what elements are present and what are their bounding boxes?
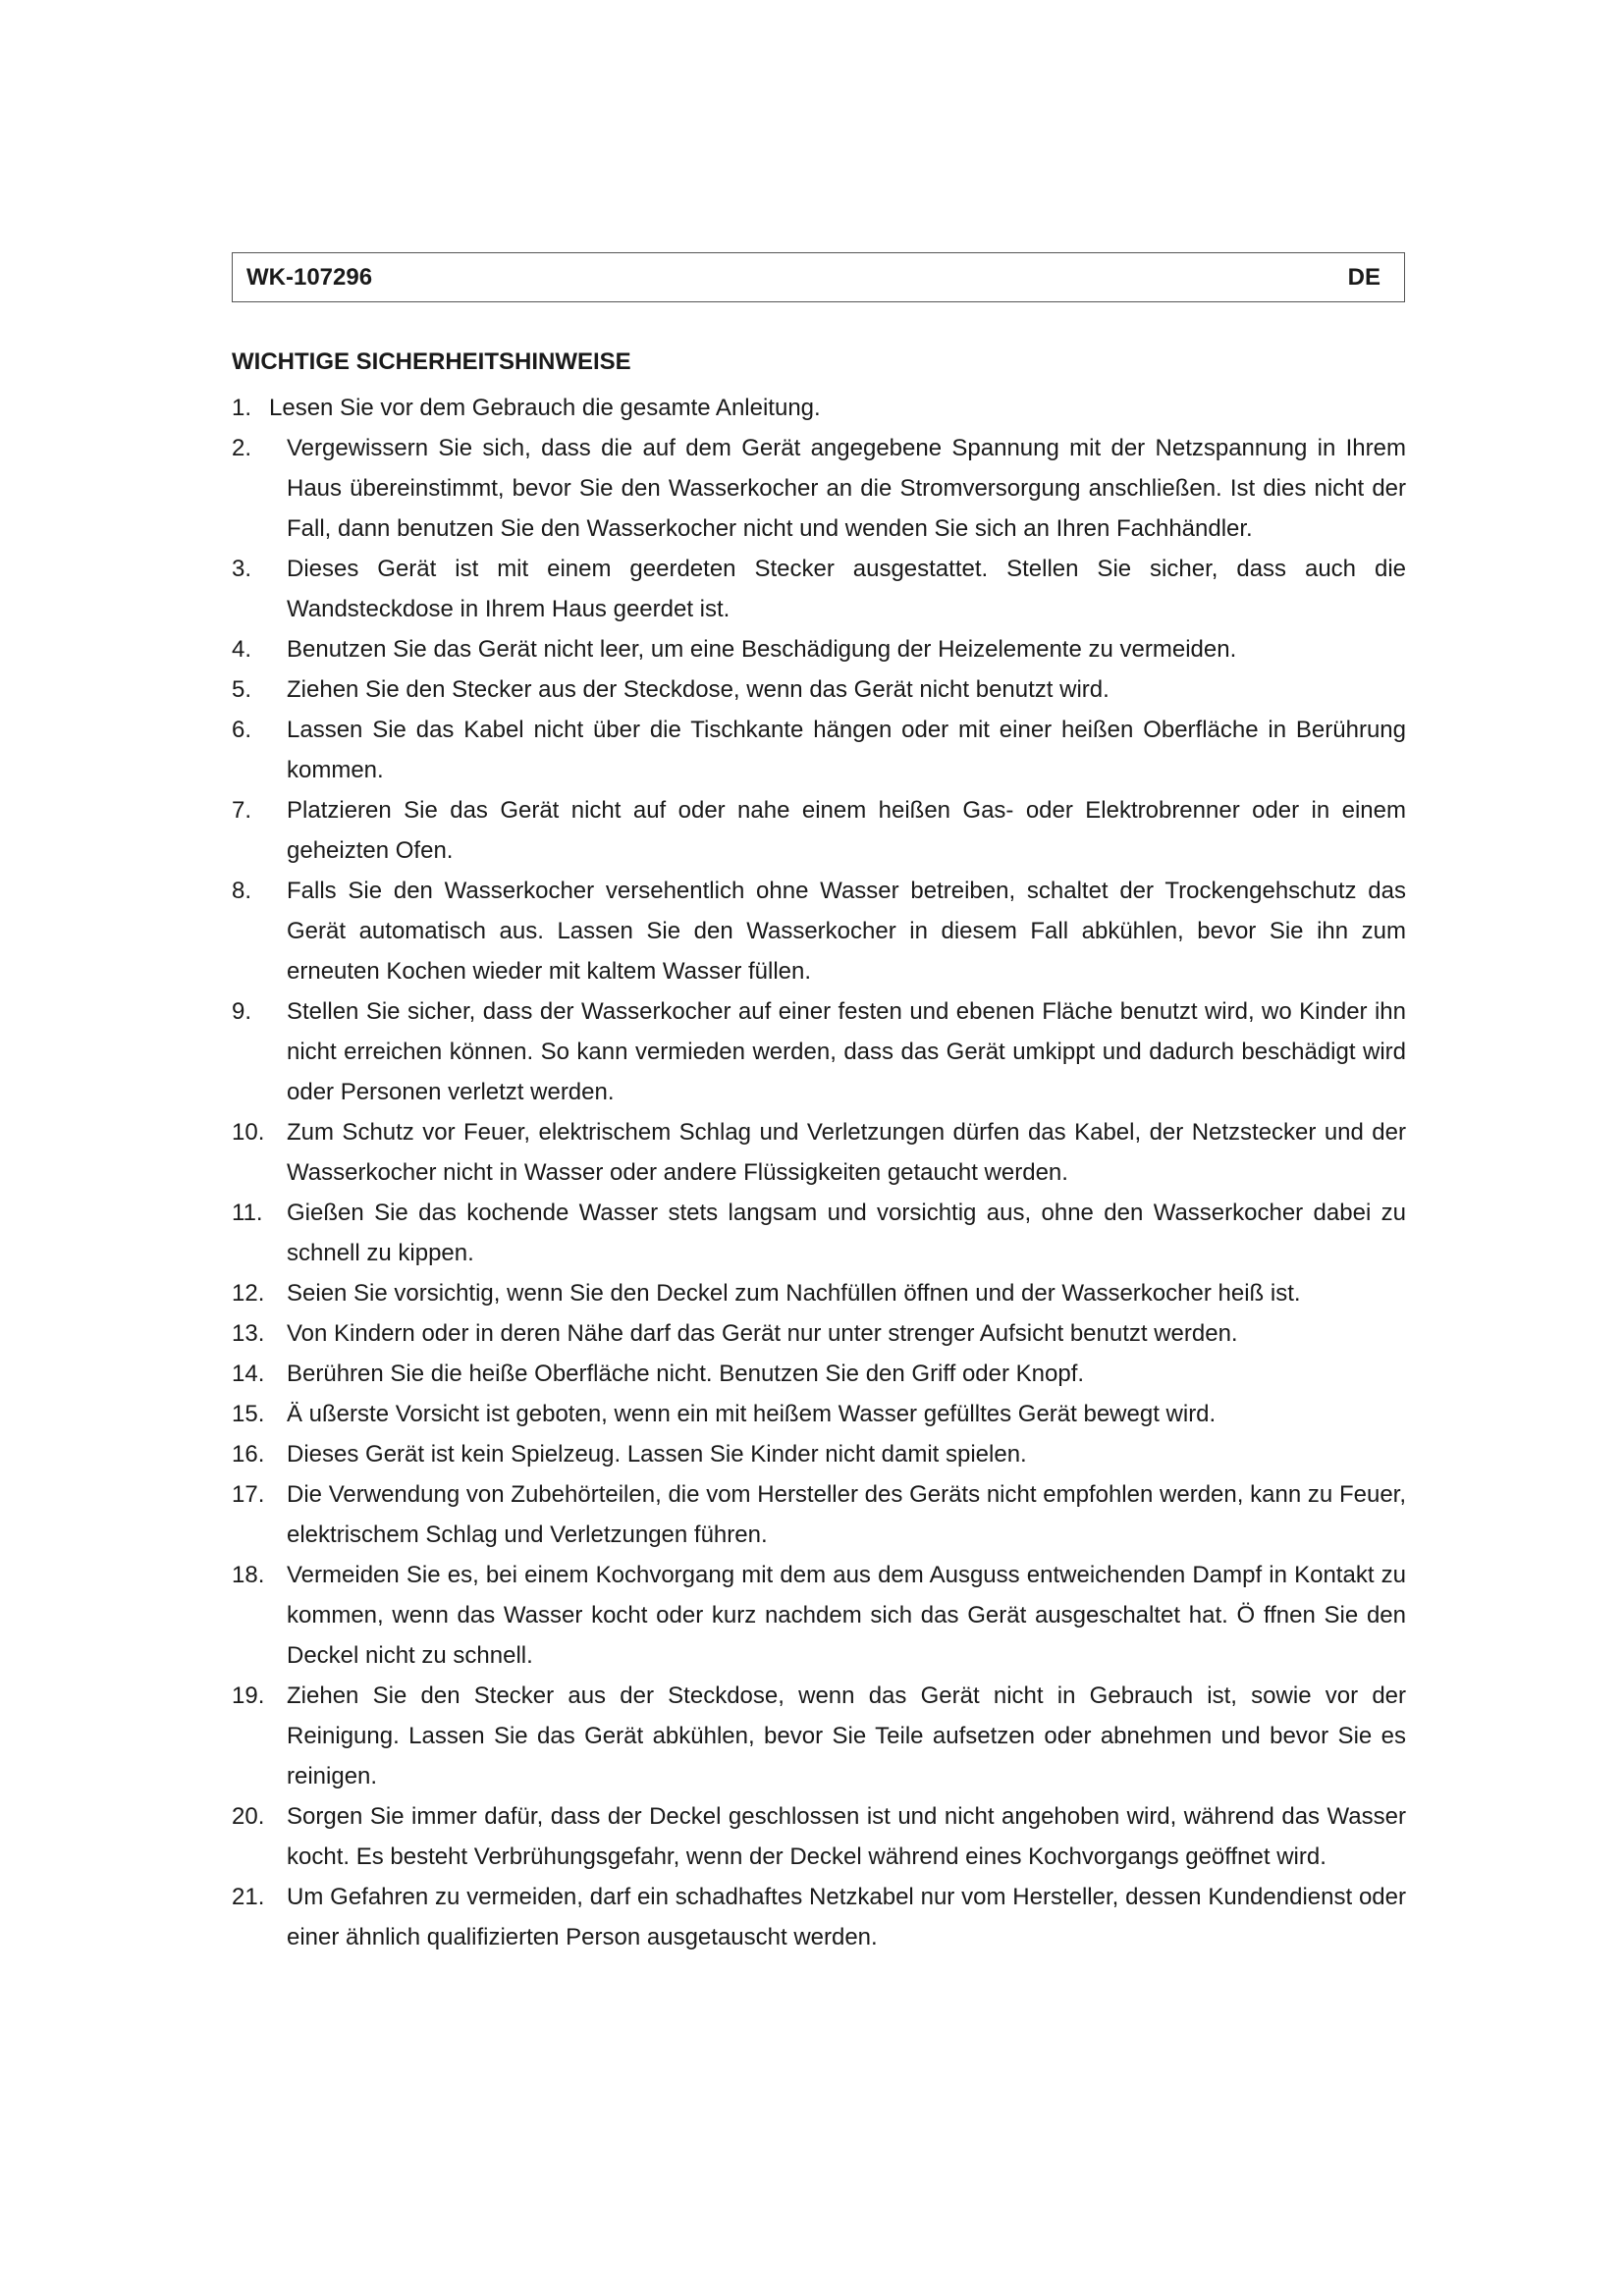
item-number: 1.: [232, 395, 252, 421]
item-text: Lassen Sie das Kabel nicht über die Tischkante hängen oder mit einer heißen Oberfläche in Berührung kommen.: [287, 717, 1406, 783]
list-item: [232, 1394, 1406, 1434]
item-number: 18.: [232, 1562, 265, 1588]
list-item: [232, 1676, 1406, 1796]
item-number: 20.: [232, 1803, 265, 1830]
item-number: 21.: [232, 1884, 265, 1910]
item-number: 16.: [232, 1441, 265, 1468]
list-item: [232, 710, 1406, 790]
list-item: [232, 629, 1406, 669]
item-text: Falls Sie den Wasserkocher versehentlich ohne Wasser betreiben, schaltet der Trockengehschutz das Gerät automatisch aus. Lassen Sie den Wasserkocher in diesem Fall abkühlen, bevor Sie ihn zum erneuten Kochen wieder mit kaltem Wasser füllen.: [287, 878, 1406, 985]
item-number: 9.: [232, 998, 252, 1025]
item-number: 5.: [232, 676, 252, 703]
safety-instructions-list: [232, 388, 1406, 1957]
item-text: Seien Sie vorsichtig, wenn Sie den Deckel zum Nachfüllen öffnen und der Wasserkocher heiß ist.: [287, 1280, 1301, 1307]
item-number: 13.: [232, 1320, 265, 1347]
list-item: [232, 1313, 1406, 1354]
section-title: WICHTIGE SICHERHEITSHINWEISE: [232, 348, 631, 375]
list-item: [232, 1112, 1406, 1193]
item-text: Ziehen Sie den Stecker aus der Steckdose, wenn das Gerät nicht benutzt wird.: [287, 676, 1110, 703]
list-item: [232, 388, 1406, 428]
item-text: Benutzen Sie das Gerät nicht leer, um eine Beschädigung der Heizelemente zu vermeiden.: [287, 636, 1237, 663]
item-number: 7.: [232, 797, 252, 824]
list-item: [232, 991, 1406, 1112]
item-text: Berühren Sie die heiße Oberfläche nicht. Benutzen Sie den Griff oder Knopf.: [287, 1361, 1085, 1387]
item-text: Platzieren Sie das Gerät nicht auf oder nahe einem heißen Gas- oder Elektrobrenner oder in einem geheizten Ofen.: [287, 797, 1406, 864]
item-text: Zum Schutz vor Feuer, elektrischem Schlag und Verletzungen dürfen das Kabel, der Netzstecker und der Wasserkocher nicht in Wasser oder andere Flüssigkeiten getaucht werden.: [287, 1119, 1406, 1186]
item-number: 3.: [232, 556, 252, 582]
item-text: Vergewissern Sie sich, dass die auf dem Gerät angegebene Spannung mit der Netzspannung in Ihrem Haus übereinstimmt, bevor Sie den Wasserkocher an die Stromversorgung anschließen. Ist dies nicht der Fall, dann benutzen Sie den Wasserkocher nicht und wenden Sie sich an Ihren Fachhändler.: [287, 435, 1406, 542]
list-item: [232, 790, 1406, 871]
list-item: [232, 1474, 1406, 1555]
item-text: Um Gefahren zu vermeiden, darf ein schadhaftes Netzkabel nur vom Hersteller, dessen Kundendienst oder einer ähnlich qualifizierten Person ausgetauscht werden.: [287, 1884, 1406, 1950]
list-item: [232, 1555, 1406, 1676]
list-item: [232, 1877, 1406, 1957]
list-item: [232, 1434, 1406, 1474]
model-number: WK-107296: [246, 263, 373, 291]
item-text: Dieses Gerät ist mit einem geerdeten Stecker ausgestattet. Stellen Sie sicher, dass auch die Wandsteckdose in Ihrem Haus geerdet ist.: [287, 556, 1406, 622]
item-number: 19.: [232, 1682, 265, 1709]
item-text: Sorgen Sie immer dafür, dass der Deckel geschlossen ist und nicht angehoben wird, während das Wasser kocht. Es besteht Verbrühungsgefahr, wenn der Deckel während eines Kochvorgangs geöffnet wird.: [287, 1803, 1406, 1870]
item-number: 2.: [232, 435, 252, 461]
item-text: Die Verwendung von Zubehörteilen, die vom Hersteller des Geräts nicht empfohlen werden, kann zu Feuer, elektrischem Schlag und Verletzungen führen.: [287, 1481, 1406, 1548]
item-number: 12.: [232, 1280, 265, 1307]
item-text: Dieses Gerät ist kein Spielzeug. Lassen Sie Kinder nicht damit spielen.: [287, 1441, 1027, 1468]
item-number: 15.: [232, 1401, 265, 1427]
list-item: [232, 669, 1406, 710]
list-item: [232, 1354, 1406, 1394]
item-text: Vermeiden Sie es, bei einem Kochvorgang mit dem aus dem Ausguss entweichenden Dampf in Kontakt zu kommen, wenn das Wasser kocht oder kurz nachdem sich das Gerät ausgeschaltet hat. Ö ffnen Sie den Deckel nicht zu schnell.: [287, 1562, 1406, 1669]
item-number: 17.: [232, 1481, 265, 1508]
item-number: 4.: [232, 636, 252, 663]
list-item: [232, 428, 1406, 549]
item-number: 11.: [232, 1200, 263, 1226]
language-code: DE: [1347, 263, 1380, 291]
item-number: 10.: [232, 1119, 265, 1146]
list-item: [232, 549, 1406, 629]
item-text: Gießen Sie das kochende Wasser stets langsam und vorsichtig aus, ohne den Wasserkocher dabei zu schnell zu kippen.: [287, 1200, 1406, 1266]
item-text: Von Kindern oder in deren Nähe darf das Gerät nur unter strenger Aufsicht benutzt werden.: [287, 1320, 1238, 1347]
item-text: Lesen Sie vor dem Gebrauch die gesamte Anleitung.: [269, 395, 821, 421]
list-item: [232, 1796, 1406, 1877]
list-item: [232, 1193, 1406, 1273]
item-number: 14.: [232, 1361, 265, 1387]
document-header: [232, 252, 1405, 302]
list-item: [232, 871, 1406, 991]
item-number: 8.: [232, 878, 252, 904]
item-text: Stellen Sie sicher, dass der Wasserkocher auf einer festen und ebenen Fläche benutzt wird, wo Kinder ihn nicht erreichen können. So kann vermieden werden, dass das Gerät umkippt und dadurch beschädigt wird oder Personen verletzt werden.: [287, 998, 1406, 1105]
list-item: [232, 1273, 1406, 1313]
item-text: Ä ußerste Vorsicht ist geboten, wenn ein mit heißem Wasser gefülltes Gerät bewegt wird.: [287, 1401, 1217, 1427]
item-text: Ziehen Sie den Stecker aus der Steckdose, wenn das Gerät nicht in Gebrauch ist, sowie vor der Reinigung. Lassen Sie das Gerät abkühlen, bevor Sie Teile aufsetzen oder abnehmen und bevor Sie es reinigen.: [287, 1682, 1406, 1789]
item-number: 6.: [232, 717, 252, 743]
